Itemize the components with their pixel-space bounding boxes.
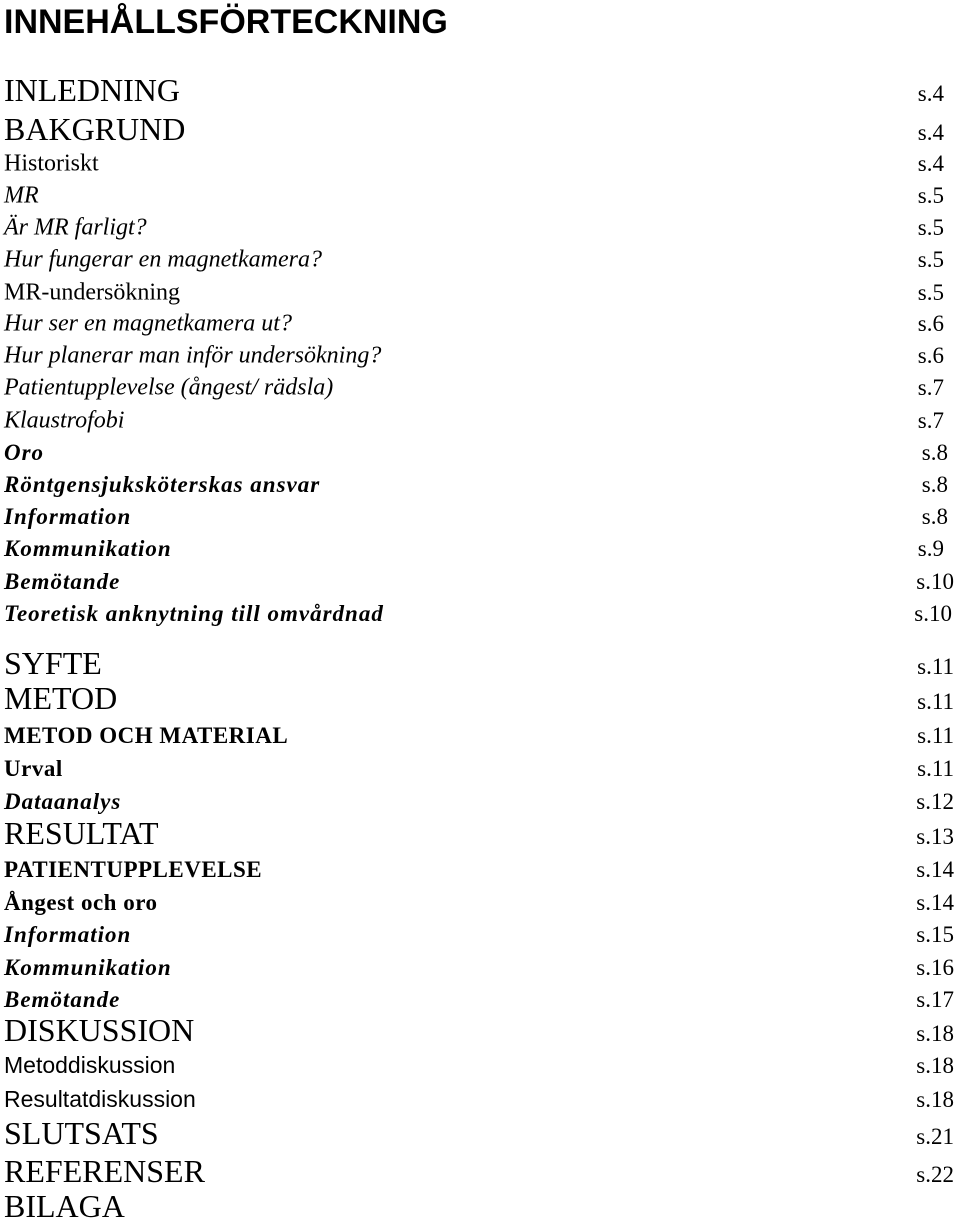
toc-entry-page-number: s.8	[921, 504, 948, 530]
toc-entry-label: Teoretisk anknytning till omvårdnad	[4, 601, 384, 627]
toc-entry-label: Bemötande	[4, 569, 121, 595]
toc-entry-label: Röntgensjuksköterskas ansvar	[4, 472, 321, 498]
toc-entry-page-number: s.11	[917, 689, 954, 715]
toc-entry-label: Historiskt	[4, 150, 99, 177]
toc-entry-page-number: s.12	[916, 789, 954, 815]
toc-entry-page-number: s.5	[917, 247, 944, 273]
toc-entry-label: SYFTE	[4, 645, 102, 682]
toc-entry-label: Patientupplevelse (ångest/ rädsla)	[4, 374, 334, 401]
toc-entry-page-number: s.14	[916, 890, 954, 916]
toc-entry-page-number: s.4	[917, 120, 944, 146]
toc-entry-page-number: s.13	[916, 824, 954, 850]
toc-entry-label: Kommunikation	[4, 536, 172, 562]
toc-entry-label: Information	[4, 922, 132, 948]
toc-entry-page-number: s.18	[916, 1021, 954, 1047]
toc-entry-label: PATIENTUPPLEVELSE	[4, 857, 263, 883]
toc-entry-label: Metoddiskussion	[4, 1052, 176, 1079]
toc-entry-page-number: s.14	[916, 857, 954, 883]
toc-entry-label: Dataanalys	[4, 789, 122, 815]
toc-entry-page-number: s.8	[921, 472, 948, 498]
toc-entry-label: BILAGA	[4, 1188, 125, 1225]
toc-entry-label: MR	[4, 182, 39, 209]
toc-entry-page-number: s.18	[916, 1087, 954, 1113]
toc-entry-page-number: s.6	[917, 343, 944, 369]
page-title: INNEHÅLLSFÖRTECKNING	[4, 3, 448, 41]
toc-entry-label: RESULTAT	[4, 815, 159, 852]
toc-entry-label: INLEDNING	[4, 72, 180, 109]
toc-entry-page-number: s.6	[917, 311, 944, 337]
toc-entry-page-number: s.18	[916, 1053, 954, 1079]
toc-entry-label: MR-undersökning	[4, 279, 180, 306]
toc-entry-label: Resultatdiskussion	[4, 1086, 196, 1113]
toc-entry-label: Urval	[4, 756, 63, 782]
toc-entry-label: Oro	[4, 440, 45, 466]
toc-entry-page-number: s.5	[917, 280, 944, 306]
toc-entry-page-number: s.8	[921, 440, 948, 466]
toc-entry-page-number: s.17	[916, 987, 954, 1013]
toc-entry-label: DISKUSSION	[4, 1012, 195, 1049]
toc-entry-label: REFERENSER	[4, 1153, 205, 1190]
toc-entry-page-number: s.22	[916, 1162, 954, 1188]
toc-entry-label: Hur ser en magnetkamera ut?	[4, 310, 292, 337]
toc-entry-page-number: s.7	[917, 375, 944, 401]
toc-entry-label: BAKGRUND	[4, 111, 186, 148]
toc-entry-label: Klaustrofobi	[4, 407, 125, 434]
toc-entry-page-number: s.9	[917, 536, 944, 562]
toc-entry-page-number: s.21	[916, 1124, 954, 1150]
toc-entry-page-number: s.5	[917, 183, 944, 209]
toc-entry-page-number: s.10	[916, 569, 954, 595]
toc-entry-label: Bemötande	[4, 987, 121, 1013]
toc-entry-page-number: s.7	[917, 408, 944, 434]
toc-entry-label: Hur planerar man inför undersökning?	[4, 342, 382, 369]
toc-entry-page-number: s.10	[914, 601, 952, 627]
toc-entry-page-number: s.4	[917, 81, 944, 107]
toc-entry-label: METOD OCH MATERIAL	[4, 723, 289, 749]
toc-entry-page-number: s.15	[916, 922, 954, 948]
toc-entry-label: Kommunikation	[4, 955, 172, 981]
toc-entry-label: METOD	[4, 680, 118, 717]
toc-entry-page-number: s.5	[917, 215, 944, 241]
toc-entry-label: SLUTSATS	[4, 1115, 159, 1152]
toc-entry-page-number: s.11	[917, 654, 954, 680]
toc-entry-page-number: s.4	[917, 151, 944, 177]
toc-entry-label: Ångest och oro	[4, 890, 158, 916]
toc-entry-label: Är MR farligt?	[4, 214, 147, 241]
toc-entry-page-number: s.16	[916, 955, 954, 981]
toc-entry-label: Information	[4, 504, 132, 530]
toc-entry-page-number: s.11	[917, 723, 954, 749]
toc-entry-page-number: s.11	[917, 756, 954, 782]
toc-entry-label: Hur fungerar en magnetkamera?	[4, 246, 322, 273]
